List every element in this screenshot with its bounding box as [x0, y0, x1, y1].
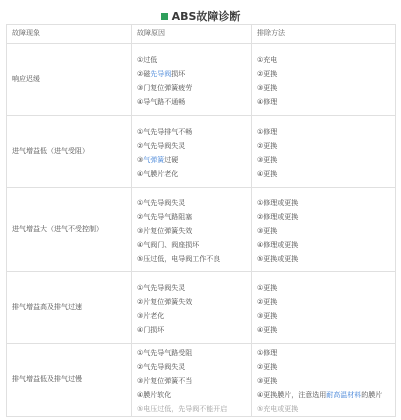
fixes-line: ④更换 [257, 169, 278, 178]
fixes-line [257, 376, 390, 386]
table-body [7, 44, 396, 417]
causes-line [137, 198, 246, 208]
text-segment: ⑤电压过低，先导阀不能开启 [137, 405, 228, 413]
causes-line [137, 83, 246, 93]
fixes-line: ③更换 [257, 311, 278, 320]
fixes-line: ④修理 [257, 97, 278, 106]
text-segment: ②片复位弹簧失效 [137, 297, 193, 306]
text-segment: ②磁 [137, 69, 151, 78]
text-segment: ③片复位弹簧失效 [137, 226, 193, 235]
text-segment: 过硬 [164, 155, 179, 164]
table-row [7, 344, 396, 417]
header-fix: 排除方法 [252, 25, 396, 44]
cause-cell [132, 44, 252, 116]
text-segment: ③片老化 [137, 311, 165, 320]
fixes-line: ②更换 [257, 297, 278, 306]
fix-cell [252, 272, 396, 344]
text-segment: ①修理 [257, 349, 278, 357]
causes-line [137, 390, 246, 400]
causes-line [137, 362, 246, 372]
header-cause: 故障原因 [132, 25, 252, 44]
highlighted-term: 先导阀 [150, 69, 172, 78]
fixes-line [257, 404, 390, 414]
causes-line [137, 254, 246, 264]
table-header-row [7, 25, 396, 44]
text-segment: ①气先导阀失灵 [137, 283, 186, 292]
fixes-line: ①修理 [257, 127, 278, 136]
text-segment: ②气先导阀失灵 [137, 363, 186, 371]
text-segment: ④膜片软化 [137, 391, 172, 399]
text-segment: ①气先导排气不畅 [137, 127, 193, 136]
text-segment: ④门损坏 [137, 325, 165, 334]
fix-cell [252, 44, 396, 116]
symptom-text: 响应迟缓 [12, 74, 40, 83]
fixes-line: ②修理或更换 [257, 212, 299, 221]
causes-line [137, 127, 246, 137]
causes-line [137, 348, 246, 358]
highlighted-term: 耐高温材料 [326, 391, 362, 399]
text-segment: ②气先导阀失灵 [137, 141, 186, 150]
fix-cell [252, 344, 396, 417]
text-segment: ③片复位弹簧不当 [137, 377, 193, 385]
cause-cell [132, 188, 252, 272]
text-segment: 损坏 [171, 69, 186, 78]
fixes-line [257, 348, 390, 358]
symptom-cell [7, 188, 132, 272]
fixes-line [257, 390, 390, 400]
text-segment: ③ [137, 155, 144, 164]
causes-line [137, 325, 246, 335]
highlighted-term: 气弹簧 [143, 155, 165, 164]
causes-line [137, 283, 246, 293]
causes-line [137, 169, 246, 179]
fixes-line: ②更换 [257, 141, 278, 150]
causes-line [137, 69, 246, 79]
text-segment: ③更换 [257, 377, 278, 385]
header-symptom: 故障现象 [7, 25, 132, 44]
text-segment: ⑤压过低，电导阀工作不良 [137, 254, 221, 263]
fixes-line: ③更换 [257, 226, 278, 235]
causes-line [137, 226, 246, 236]
cause-cell [132, 344, 252, 417]
table-row [7, 44, 396, 116]
fix-cell [252, 116, 396, 188]
symptom-cell [7, 44, 132, 116]
causes-line [137, 311, 246, 321]
fixes-line: ①更换 [257, 283, 278, 292]
causes-line [137, 240, 246, 250]
table-row [7, 188, 396, 272]
symptom-cell [7, 272, 132, 344]
document-title [0, 8, 401, 24]
fixes-line: ③更换 [257, 155, 278, 164]
fixes-line: ①修理或更换 [257, 198, 299, 207]
symptom-text: 排气增益低及排气过慢 [12, 375, 82, 384]
causes-line [137, 297, 246, 307]
text-segment: ⑤充电或更换 [257, 405, 299, 413]
text-segment: ④更换膜片，注意选用 [257, 391, 327, 399]
fixes-line: ⑤更换或更换 [257, 254, 299, 263]
causes-line [137, 141, 246, 151]
fixes-line: ③更换 [257, 83, 278, 92]
symptom-text: 排气增益高及排气过速 [12, 302, 82, 311]
causes-line [137, 55, 246, 65]
text-segment: ④导气路不通畅 [137, 97, 186, 106]
causes-line [137, 376, 246, 386]
table-row [7, 272, 396, 344]
title-square-icon [161, 13, 168, 20]
text-segment: ④气阀门、阀座损坏 [137, 240, 200, 249]
fixes-line [257, 362, 390, 372]
causes-line [137, 97, 246, 107]
cause-cell [132, 272, 252, 344]
text-segment: 的膜片 [361, 391, 383, 399]
causes-line [137, 404, 246, 414]
symptom-text: 进气增益大（进气不受控制） [12, 224, 103, 233]
symptom-cell [7, 116, 132, 188]
fixes-line: ④更换 [257, 325, 278, 334]
title-text: ABS故障诊断 [171, 10, 241, 23]
fixes-line: ②更换 [257, 69, 278, 78]
text-segment: ①气先导气路受阻 [137, 349, 193, 357]
table-row [7, 116, 396, 188]
text-segment: ③门复位弹簧疲劳 [137, 83, 193, 92]
text-segment: ①过低 [137, 55, 158, 64]
symptom-cell [7, 344, 132, 417]
text-segment: ①气先导阀失灵 [137, 198, 186, 207]
text-segment: ④气膜片老化 [137, 169, 179, 178]
text-segment: ②气先导气路阻塞 [137, 212, 193, 221]
cause-cell [132, 116, 252, 188]
causes-line [137, 155, 246, 165]
causes-line [137, 212, 246, 222]
symptom-text: 进气增益低（进气受阻） [12, 146, 89, 155]
abs-fault-table [6, 24, 396, 417]
fix-cell [252, 188, 396, 272]
text-segment: ②更换 [257, 363, 278, 371]
fixes-line: ①充电 [257, 55, 278, 64]
fixes-line: ④修理或更换 [257, 240, 299, 249]
